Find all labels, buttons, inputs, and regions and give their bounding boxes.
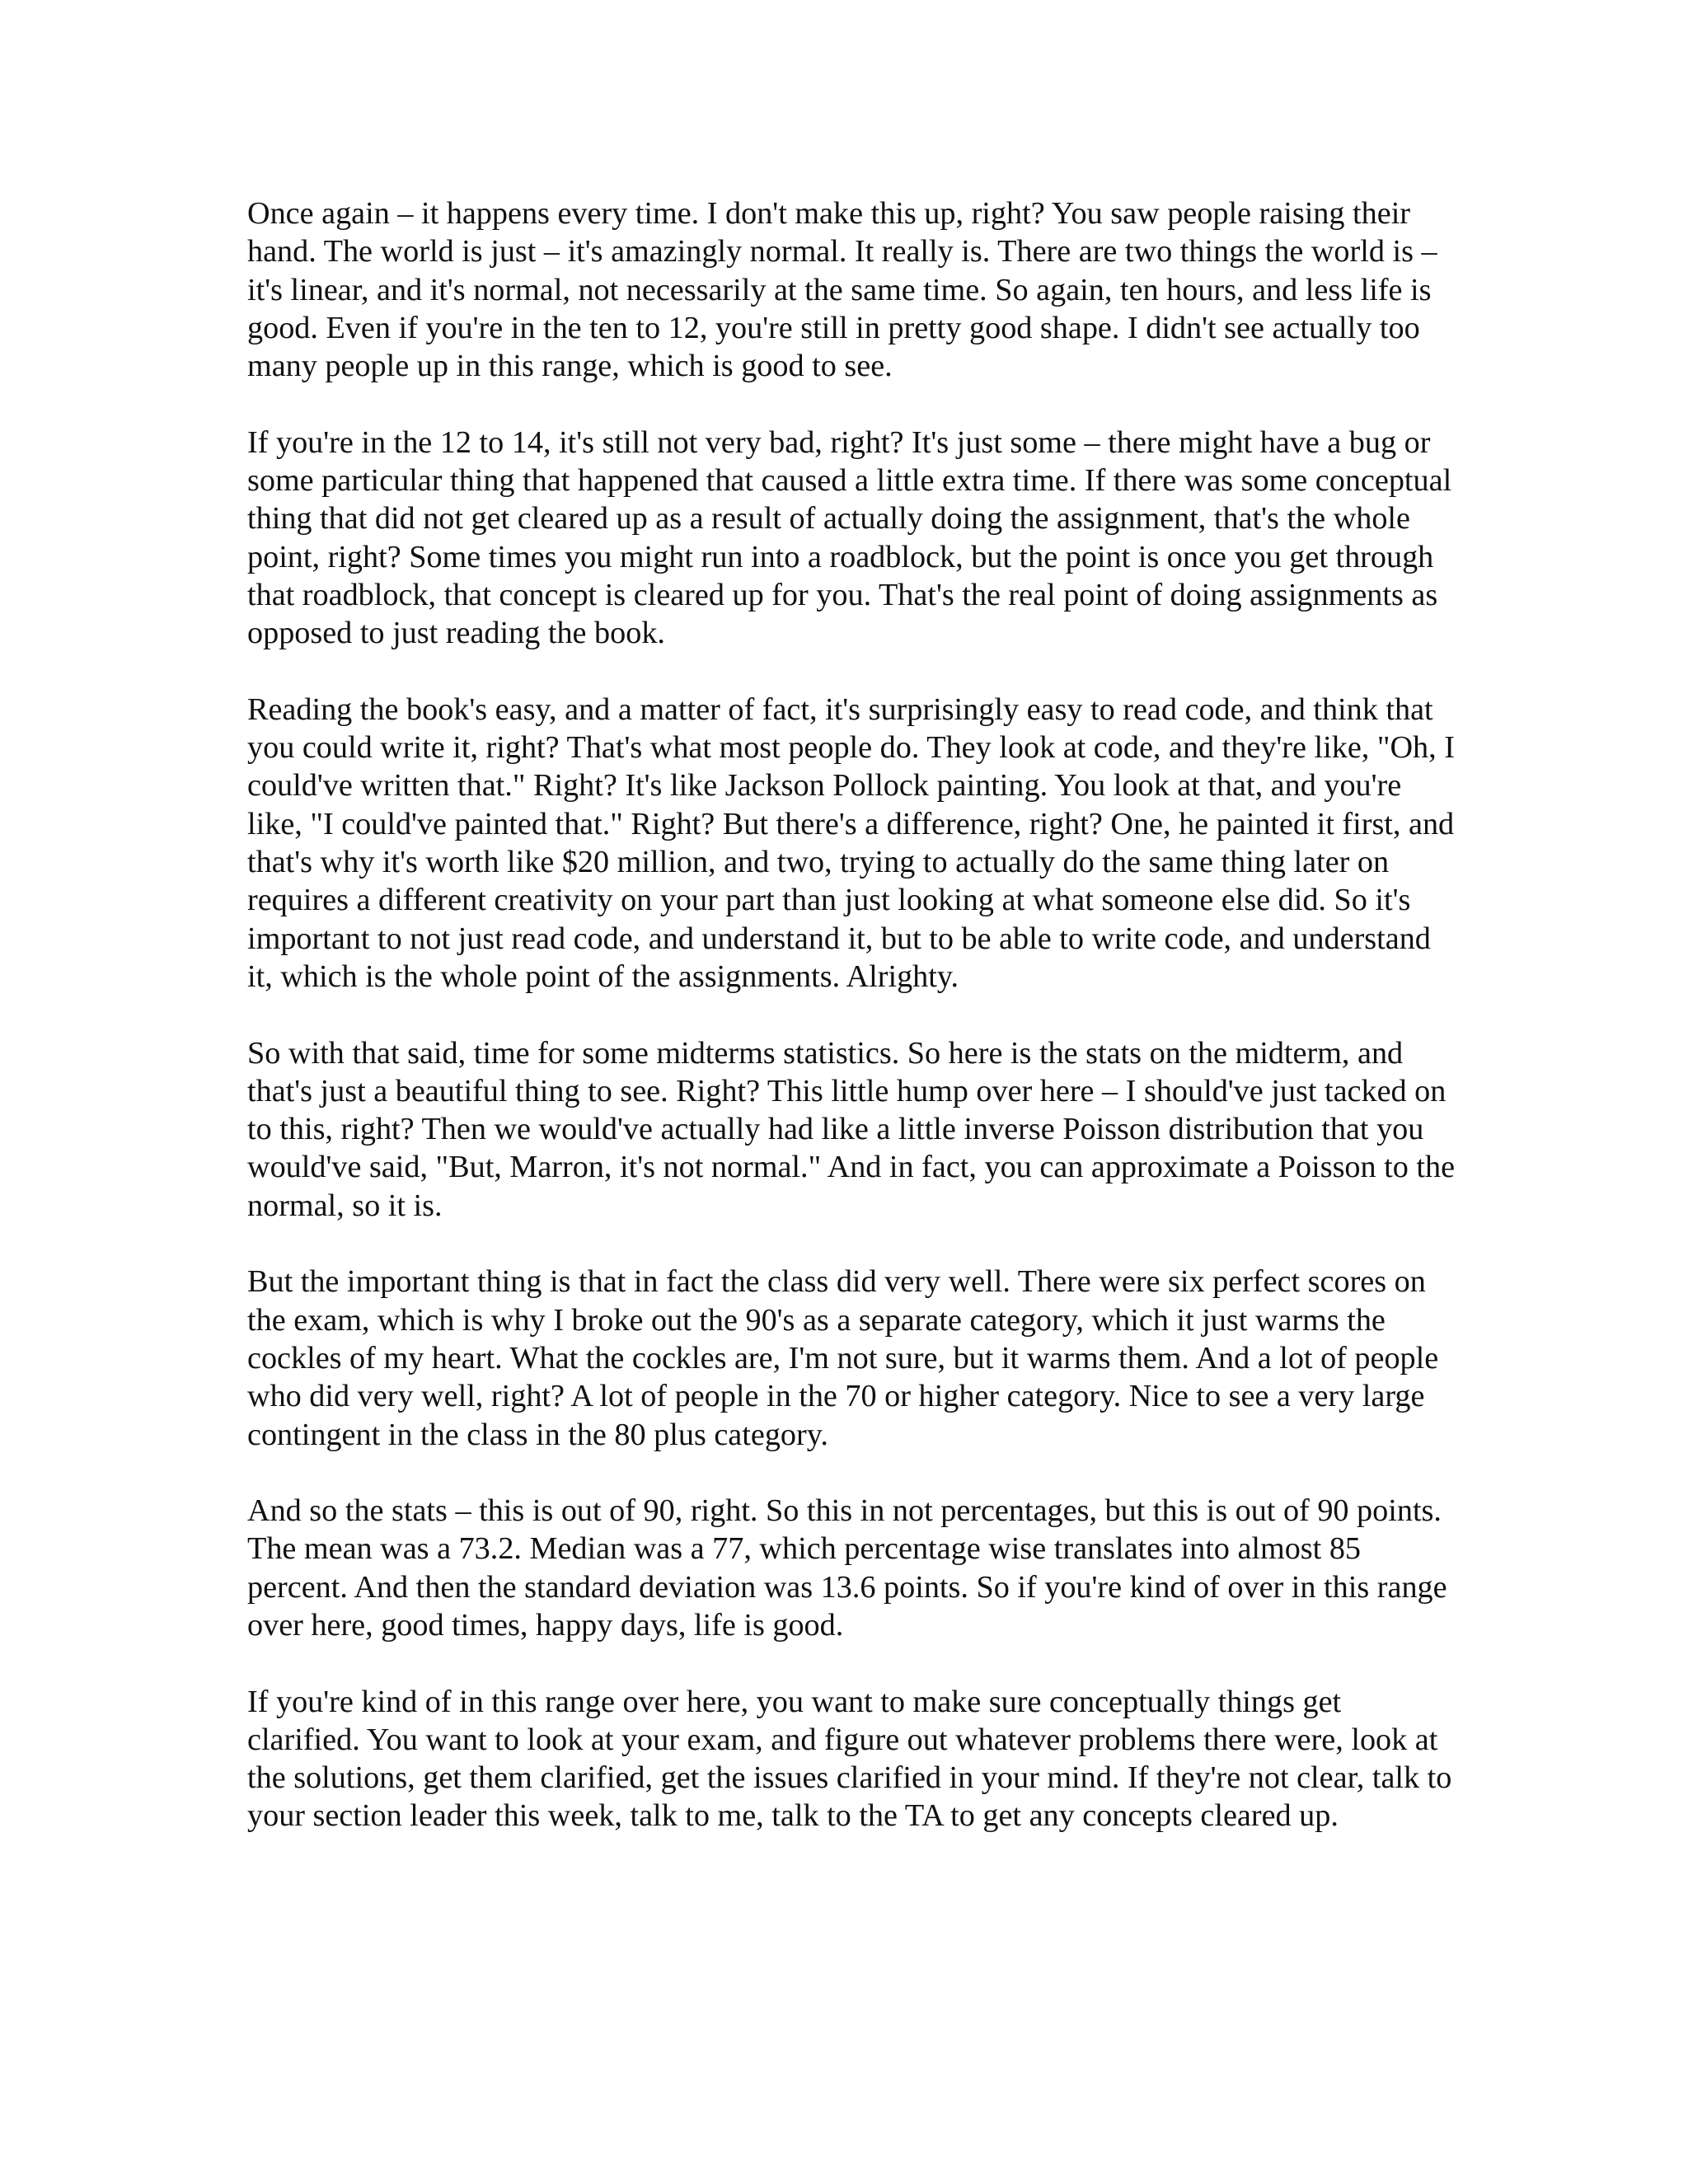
- paragraph-2: If you're in the 12 to 14, it's still not very bad, right? It's just some – there might have a bug or some particular thing that happened that caused a little extra time. If there was some conceptual thing that did not get cleared up as a result of actually doing the assignment, that's the whole point, right? Some times you might run into a roadblock, but the point is once you get through that roadblock, that concept is cleared up for you. That's the real point of doing assignments as opposed to just reading the book.: [247, 424, 1452, 651]
- paragraph-6: And so the stats – this is out of 90, right. So this in not percentages, but this is out of 90 points. The mean was a 73.2. Median was a 77, which percentage wise translates into almost 85 percent. And then the standard deviation was 13.6 points. So if you're kind of over in this range over here, good times, happy days, life is good.: [247, 1493, 1447, 1643]
- paragraph-1: Once again – it happens every time. I don't make this up, right? You saw people raising their hand. The world is just – it's amazingly normal. It really is. There are two things the world is – it's linear, and it's normal, not necessarily at the same time. So again, ten hours, and less life is good. Even if you're in the ten to 12, you're still in pretty good shape. I didn't see actually too many people up in this range, which is good to see.: [247, 196, 1437, 384]
- paragraph-4: So with that said, time for some midterms statistics. So here is the stats on the midterm, and that's just a beautiful thing to see. Right? This little hump over here – I should've just tacked on to this, right? Then we would've actually had like a little inverse Poisson distribution that you would've said, "But, Marron, it's not normal." And in fact, you can approximate a Poisson to the normal, so it is.: [247, 1035, 1456, 1223]
- paragraph-7: If you're kind of in this range over here, you want to make sure conceptually things get clarified. You want to look at your exam, and figure out whatever problems there were, look at the solutions, get them clarified, get the issues clarified in your mind. If they're not clear, talk to your section leader this week, talk to me, talk to the TA to get any concepts cleared up.: [247, 1684, 1452, 1834]
- paragraph-5: But the important thing is that in fact the class did very well. There were six perfect scores on the exam, which is why I broke out the 90's as a separate category, which it just warms the cockles of my heart. What the cockles are, I'm not sure, but it warms them. And a lot of people who did very well, right? A lot of people in the 70 or higher category. Nice to see a very large contingent in the class in the 80 plus category.: [247, 1264, 1439, 1452]
- paragraph-3: Reading the book's easy, and a matter of fact, it's surprisingly easy to read code, and think that you could write it, right? That's what most people do. They look at code, and they're like, "Oh, I could've written that." Right? It's like Jackson Pollock painting. You look at that, and you're like, "I could've painted that." Right? But there's a difference, right? One, he painted it first, and that's why it's worth like $20 million, and two, trying to actually do the same thing later on requires a different creativity on your part than just looking at what someone else did. So it's important to not just read code, and understand it, but to be able to write code, and understand it, which is the whole point of the assignments. Alrighty.: [247, 691, 1455, 994]
- document-body: [247, 194, 1459, 1873]
